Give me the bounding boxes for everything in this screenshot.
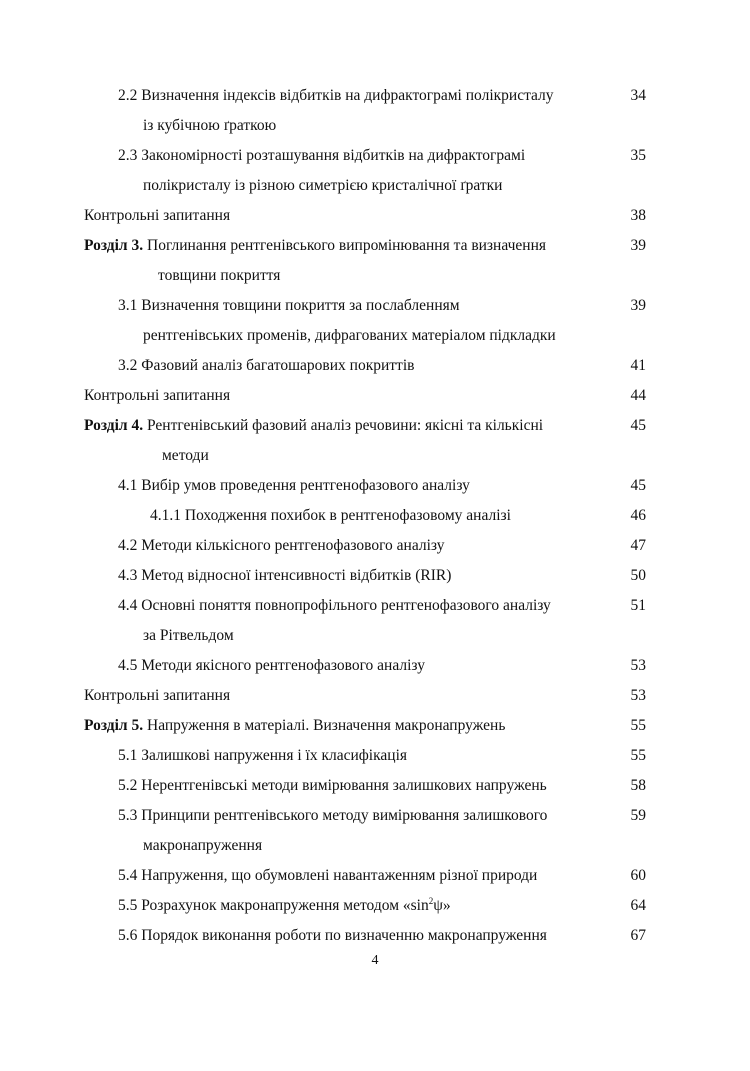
toc-entry xyxy=(0,381,750,411)
toc-entry-text: 5.6 Порядок виконання роботи по визначенню макронапруження xyxy=(118,927,547,944)
toc-entry-line xyxy=(0,501,750,531)
toc-page-number: 35 xyxy=(630,147,646,164)
toc-entry-line xyxy=(0,381,750,411)
toc-entry xyxy=(0,141,750,201)
toc-entry-text: 4.3 Метод відносної інтенсивності відбитків (RIR) xyxy=(118,567,452,584)
toc-entry-text: із кубічною ґраткою xyxy=(143,117,277,134)
toc-entry-line xyxy=(0,681,750,711)
toc-entry-text: 5.4 Напруження, що обумовлені навантаженням різної природи xyxy=(118,867,538,884)
toc-entry-line xyxy=(0,801,750,831)
toc-entry-line xyxy=(0,171,750,201)
toc-entry-line xyxy=(0,651,750,681)
toc-entry-line xyxy=(0,411,750,441)
toc-entry-text: 4.1 Вибір умов проведення рентгенофазового аналізу xyxy=(118,477,470,494)
toc-page-number: 59 xyxy=(630,807,646,824)
toc-page-number: 44 xyxy=(630,387,646,404)
toc-page-number: 46 xyxy=(630,507,646,524)
toc-entry xyxy=(0,801,750,861)
toc-entry xyxy=(0,591,750,651)
toc-entry-line xyxy=(0,861,750,891)
toc-entry xyxy=(0,561,750,591)
toc-entry-line xyxy=(0,831,750,861)
toc-entry-line xyxy=(0,441,750,471)
toc-page-number: 64 xyxy=(630,897,646,914)
toc-page-number: 58 xyxy=(630,777,646,794)
toc-entry-line xyxy=(0,351,750,381)
toc-entry-line xyxy=(0,291,750,321)
toc-entry-line xyxy=(0,711,750,741)
table-of-contents xyxy=(0,81,750,951)
toc-page-number: 55 xyxy=(630,717,646,734)
toc-entry xyxy=(0,651,750,681)
toc-entry-text: 3.2 Фазовий аналіз багатошарових покриттів xyxy=(118,357,415,374)
toc-entry-line xyxy=(0,471,750,501)
toc-entry-text: Контрольні запитання xyxy=(84,687,231,704)
toc-entry xyxy=(0,681,750,711)
toc-entry-text: Поглинання рентгенівського випромінювання та визначення xyxy=(143,237,547,254)
toc-entry-text: 5.2 Нерентгенівські методи вимірювання залишкових напружень xyxy=(118,777,547,794)
toc-page-number: 53 xyxy=(630,657,646,674)
toc-page-number: 53 xyxy=(630,687,646,704)
toc-entry xyxy=(0,351,750,381)
toc-entry-text: 2.2 Визначення індексів відбитків на дифрактограмі полікристалу xyxy=(118,87,554,104)
page-number: 4 xyxy=(371,953,379,968)
toc-entry-line xyxy=(0,201,750,231)
toc-entry xyxy=(0,921,750,951)
toc-entry-text: макронапруження xyxy=(143,837,263,854)
toc-entry xyxy=(0,861,750,891)
toc-entry-text: методи xyxy=(162,447,209,464)
toc-entry-line xyxy=(0,141,750,171)
toc-entry-text: 4.5 Методи якісного рентгенофазового аналізу xyxy=(118,657,425,674)
toc-entry-line xyxy=(0,261,750,291)
toc-entry-line xyxy=(0,621,750,651)
toc-page-number: 34 xyxy=(630,87,646,104)
toc-entry-text: 4.1.1 Походження похибок в рентгенофазовому аналізі xyxy=(150,507,511,524)
toc-entry-line xyxy=(0,891,750,921)
toc-entry-text: 4.4 Основні поняття повнопрофільного рентгенофазового аналізу xyxy=(118,597,551,614)
toc-entry-text: Контрольні запитання xyxy=(84,387,231,404)
toc-entry-text: 5.5 Розрахунок макронапруження методом «sin xyxy=(118,897,429,914)
toc-entry xyxy=(0,411,750,471)
toc-entry xyxy=(0,501,750,531)
toc-entry-line xyxy=(0,921,750,951)
toc-page-number: 47 xyxy=(630,537,646,554)
toc-entry xyxy=(0,231,750,291)
toc-entry xyxy=(0,201,750,231)
toc-page-number: 39 xyxy=(630,297,646,314)
toc-entry-text: 5.3 Принципи рентгенівського методу вимірювання залишкового xyxy=(118,807,548,824)
toc-entry-text: полікристалу із різною симетрією кристалічної ґратки xyxy=(143,177,503,194)
toc-entry-line xyxy=(0,561,750,591)
toc-entry-line xyxy=(0,231,750,261)
toc-entry-text: Рентгенівський фазовий аналіз речовини: якісні та кількісні xyxy=(143,417,544,434)
chapter-label: Розділ 4. xyxy=(84,417,144,434)
toc-entry-text: 3.1 Визначення товщини покриття за послабленням xyxy=(118,297,460,314)
toc-page-number: 41 xyxy=(630,357,646,374)
toc-page-number: 39 xyxy=(630,237,646,254)
toc-entry-text: ψ» xyxy=(433,897,451,914)
toc-entry-line xyxy=(0,591,750,621)
toc-entry xyxy=(0,81,750,141)
toc-entry-line xyxy=(0,531,750,561)
toc-page-number: 45 xyxy=(630,477,646,494)
toc-entry-text: Контрольні запитання xyxy=(84,207,231,224)
toc-entry xyxy=(0,891,750,921)
toc-entry xyxy=(0,531,750,561)
toc-entry-line xyxy=(0,81,750,111)
toc-entry-text: 5.1 Залишкові напруження і їх класифікація xyxy=(118,747,408,764)
toc-entry-line xyxy=(0,741,750,771)
toc-entry xyxy=(0,471,750,501)
toc-page-number: 67 xyxy=(630,927,646,944)
chapter-label: Розділ 5. xyxy=(84,717,144,734)
toc-page-number: 51 xyxy=(630,597,646,614)
toc-page-number: 38 xyxy=(630,207,646,224)
toc-entry xyxy=(0,741,750,771)
toc-entry xyxy=(0,771,750,801)
toc-page-number: 50 xyxy=(630,567,646,584)
toc-entry-text: рентгенівських променів, дифрагованих матеріалом підкладки xyxy=(143,327,556,344)
toc-entry-text: 4.2 Методи кількісного рентгенофазового аналізу xyxy=(118,537,445,554)
toc-entry xyxy=(0,291,750,351)
toc-entry-line xyxy=(0,771,750,801)
toc-entry-text: 2.3 Закономірності розташування відбитків на дифрактограмі xyxy=(118,147,526,164)
toc-page-number: 55 xyxy=(630,747,646,764)
toc-page-number: 45 xyxy=(630,417,646,434)
toc-entry-text: товщини покриття xyxy=(158,267,281,284)
toc-entry-line xyxy=(0,321,750,351)
toc-entry-text: Напруження в матеріалі. Визначення макронапружень xyxy=(143,717,506,734)
toc-entry-text: за Рітвельдом xyxy=(143,627,234,644)
superscript: 2 xyxy=(428,896,434,906)
toc-entry xyxy=(0,711,750,741)
toc-entry-line xyxy=(0,111,750,141)
chapter-label: Розділ 3. xyxy=(84,237,144,254)
toc-page-number: 60 xyxy=(630,867,646,884)
